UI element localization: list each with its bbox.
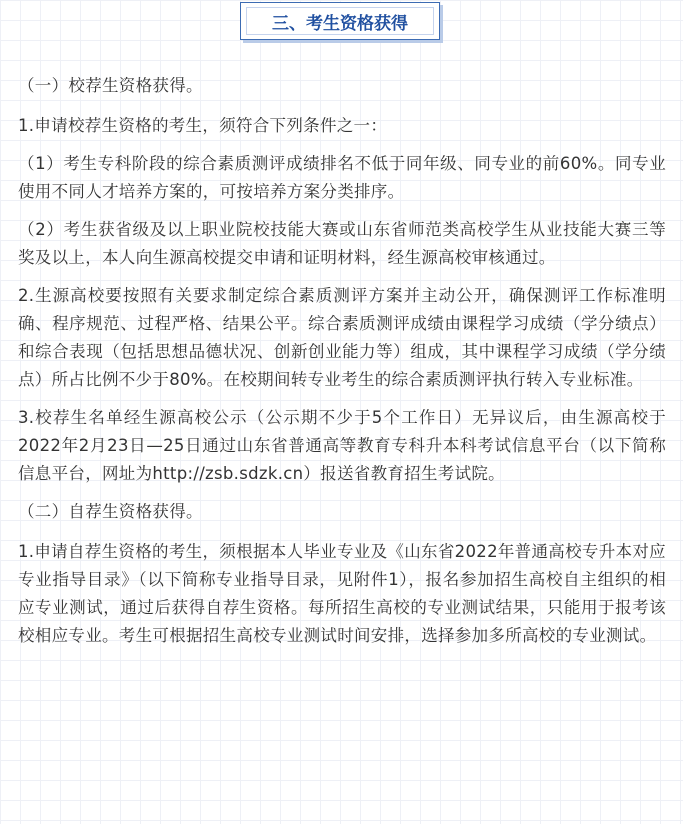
- paragraph-1-1: （1）考生专科阶段的综合素质测评成绩排名不低于同年级、同专业的前60%。同专业使用不同人才培养方案的，可按培养方案分类排序。: [18, 154, 666, 201]
- paragraph-heading-1: （一）校荐生资格获得。: [18, 76, 203, 95]
- paragraph-4: 1.申请自荐生资格的考生，须根据本人毕业专业及《山东省2022年普通高校专升本对应专业指导目录》（以下简称专业指导目录，见附件1），报名参加招生高校自主组织的相应专业测试，通过后获得自荐生资格。每所招生高校的专业测试结果，只能用于报考该校相应专业。考生可根据招生高校专业测试时间安排，选择参加多所高校的专业测试。: [18, 542, 666, 645]
- paragraph-1: 1.申请校荐生资格的考生，须符合下列条件之一：: [18, 116, 388, 135]
- section-title-box: [240, 2, 440, 40]
- section-title: 三、考生资格获得: [246, 7, 434, 35]
- paragraph-2: 2.生源高校要按照有关要求制定综合素质测评方案并主动公开，确保测评工作标准明确、程序规范、过程严格、结果公平。综合素质测评成绩由课程学习成绩（学分绩点）和综合表现（包括思想品德状况、创新创业能力等）组成，其中课程学习成绩（学分绩点）所占比例不少于80%。在校期间转专业考生的综合素质测评执行转入专业标准。: [18, 286, 666, 389]
- paragraph-3: 3.校荐生名单经生源高校公示（公示期不少于5个工作日）无异议后，由生源高校于2022年2月23日—25日通过山东省普通高等教育专科升本科考试信息平台（以下简称信息平台，网址为http://zsb.sdzk.cn）报送省教育招生考试院。: [18, 408, 666, 483]
- paragraph-heading-2: （二）自荐生资格获得。: [18, 502, 203, 521]
- article-body: [18, 72, 666, 660]
- paragraph-1-2: （2）考生获省级及以上职业院校技能大赛或山东省师范类高校学生从业技能大赛三等奖及以上，本人向生源高校提交申请和证明材料，经生源高校审核通过。: [18, 220, 666, 267]
